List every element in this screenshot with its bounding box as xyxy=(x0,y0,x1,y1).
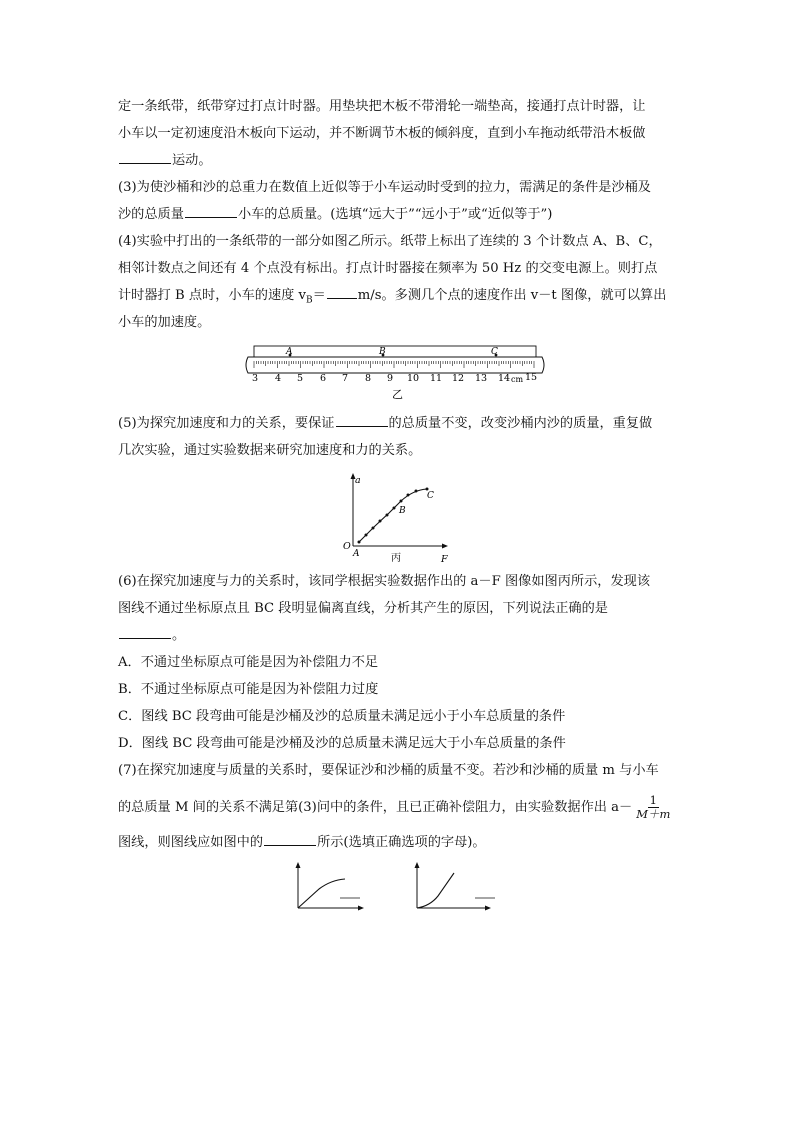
q3-line-2-a: 沙的总质量 xyxy=(118,207,184,222)
q6-line-1: (6)在探究加速度与力的关系时，该同学根据实验数据作出的 a－F 图像如图丙所示，发现该 xyxy=(118,574,651,589)
q4-equals: ＝ xyxy=(312,288,326,303)
graph-c-caption: 丙 xyxy=(391,553,401,564)
tick-8: 8 xyxy=(365,373,372,384)
tick-9: 9 xyxy=(387,373,394,384)
q7-line-2 xyxy=(118,791,678,825)
graph-c-label-b: B xyxy=(399,506,406,516)
q5-line-2: 几次实验，通过实验数据来研究加速度和力的关系。 xyxy=(118,443,422,458)
q3-line-2 xyxy=(118,201,678,228)
q4-line-3-b: m/s。多测几个点的速度作出 v－t 图像，就可以算出 xyxy=(357,288,667,303)
q3-line-2-b: 小车的总质量。(选填“远大于”“远小于”或“近似等于”) xyxy=(237,207,553,222)
q4-line-4: 小车的加速度。 xyxy=(118,315,211,330)
tick-12: 12 xyxy=(452,373,465,384)
graph-b-y-arrow xyxy=(415,862,420,868)
q6-line-3-text: 。 xyxy=(172,628,186,643)
intro-line-2: 小车以一定初速度沿木板向下运动，并不断调节木板的倾斜度，直到小车拖动纸带沿木板做 xyxy=(118,126,646,141)
answer-blank-q6[interactable] xyxy=(119,624,171,639)
tape-label-c: C xyxy=(491,347,498,357)
answer-blank-q7[interactable] xyxy=(264,831,316,846)
graph-a-curve xyxy=(298,879,345,908)
tick-14: 14 xyxy=(498,373,511,384)
graph-c-curve xyxy=(359,489,427,542)
tick-7: 7 xyxy=(342,373,349,384)
q6-line-2: 图线不通过坐标原点且 BC 段明显偏离直线，分析其产生的原因，下列说法正确的是 xyxy=(118,601,608,616)
graph-c-x-arrow xyxy=(442,544,448,549)
tick-13: 13 xyxy=(475,373,488,384)
q4-line-1: (4)实验中打出的一条纸带的一部分如图乙所示。纸带上标出了连续的 3 个计数点 A、B、C， xyxy=(118,234,662,249)
answer-blank-q4[interactable] xyxy=(327,284,357,299)
graph-a-y-arrow xyxy=(296,862,301,868)
graph-c-x-label: F xyxy=(441,554,448,565)
q5-line-1 xyxy=(118,410,678,437)
graph-b-x-arrow xyxy=(485,906,491,911)
graph-c-y-label: a xyxy=(355,475,361,486)
tick-11: 11 xyxy=(430,373,443,384)
q7-line-3-a: 图线，则图线应如图中的 xyxy=(118,835,264,850)
q7-frac-num: 1 xyxy=(649,793,657,807)
tape-label-a: A xyxy=(286,347,293,357)
tick-4: 4 xyxy=(275,373,282,384)
graph-a-figure xyxy=(283,858,373,946)
answer-blank-q5[interactable] xyxy=(336,412,388,427)
q7-line-2-text: 的总质量 M 间的关系不满足第(3)问中的条件，且已正确补偿阻力，由实验数据作出 a－ xyxy=(118,800,633,815)
graph-a-x-arrow xyxy=(358,906,364,911)
q6-option-a: A．不通过坐标原点可能是因为补偿阻力不足 xyxy=(118,655,379,670)
tick-unit: cm xyxy=(511,375,524,384)
q7-line-3 xyxy=(118,829,678,856)
answer-blank-1[interactable] xyxy=(119,149,171,164)
graph-c-label-c: C xyxy=(427,491,434,501)
tick-6: 6 xyxy=(320,373,327,384)
q3-line-1: (3)为使沙桶和沙的总重力在数值上近似等于小车运动时受到的拉力，需满足的条件是沙桶及 xyxy=(118,180,651,195)
q6-line-3 xyxy=(118,622,678,649)
q7-line-1: (7)在探究加速度与质量的关系时，要保证沙和沙桶的质量不变。若沙和沙桶的质量 m 与小车 xyxy=(118,763,659,778)
graph-b-curve xyxy=(417,873,454,908)
tape-label-b: B xyxy=(379,347,386,357)
graph-c-label-a: A xyxy=(353,549,360,559)
q5-line-1-a: (5)为探究加速度和力的关系，要保证 xyxy=(118,416,335,431)
q7-line-3-b: 所示(选填正确选项的字母)。 xyxy=(317,835,486,850)
tape-caption: 乙 xyxy=(392,388,403,401)
intro-line-3-text: 运动。 xyxy=(172,153,212,168)
q7-fraction xyxy=(634,794,672,821)
q4-line-2: 相邻计数点之间还有 4 个点没有标出。打点计时器接在频率为 50 Hz 的交变电源上。则打点 xyxy=(118,261,658,276)
answer-blank-q3[interactable] xyxy=(185,203,237,218)
tick-15: 15 xyxy=(525,372,538,383)
tick-10: 10 xyxy=(407,373,420,384)
graph-c-origin: O xyxy=(343,541,351,552)
q6-option-c: C．图线 BC 段弯曲可能是沙桶及沙的总质量未满足远小于小车总质量的条件 xyxy=(118,709,566,724)
q6-option-b: B．不通过坐标原点可能是因为补偿阻力过度 xyxy=(118,682,379,697)
graph-c-figure xyxy=(335,470,460,565)
intro-line-3 xyxy=(118,147,678,174)
intro-line-1: 定一条纸带，纸带穿过打点计时器。用垫块把木板不带滑轮一端垫高，接通打点计时器，让 xyxy=(118,99,646,114)
tick-3: 3 xyxy=(252,373,259,384)
tick-5: 5 xyxy=(297,373,304,384)
q5-line-1-b: 的总质量不变，改变沙桶内沙的质量，重复做 xyxy=(388,416,653,431)
graph-b-figure xyxy=(402,858,502,946)
q7-frac-den: M＋m xyxy=(636,807,671,821)
q6-option-d: D．图线 BC 段弯曲可能是沙桶及沙的总质量未满足远大于小车总质量的条件 xyxy=(118,736,566,751)
q4-line-3-a: 计时器打 B 点时，小车的速度 v xyxy=(118,288,306,303)
graph-c-points xyxy=(358,488,429,544)
tape-figure xyxy=(242,343,552,403)
q4-subscript: B xyxy=(305,295,313,306)
